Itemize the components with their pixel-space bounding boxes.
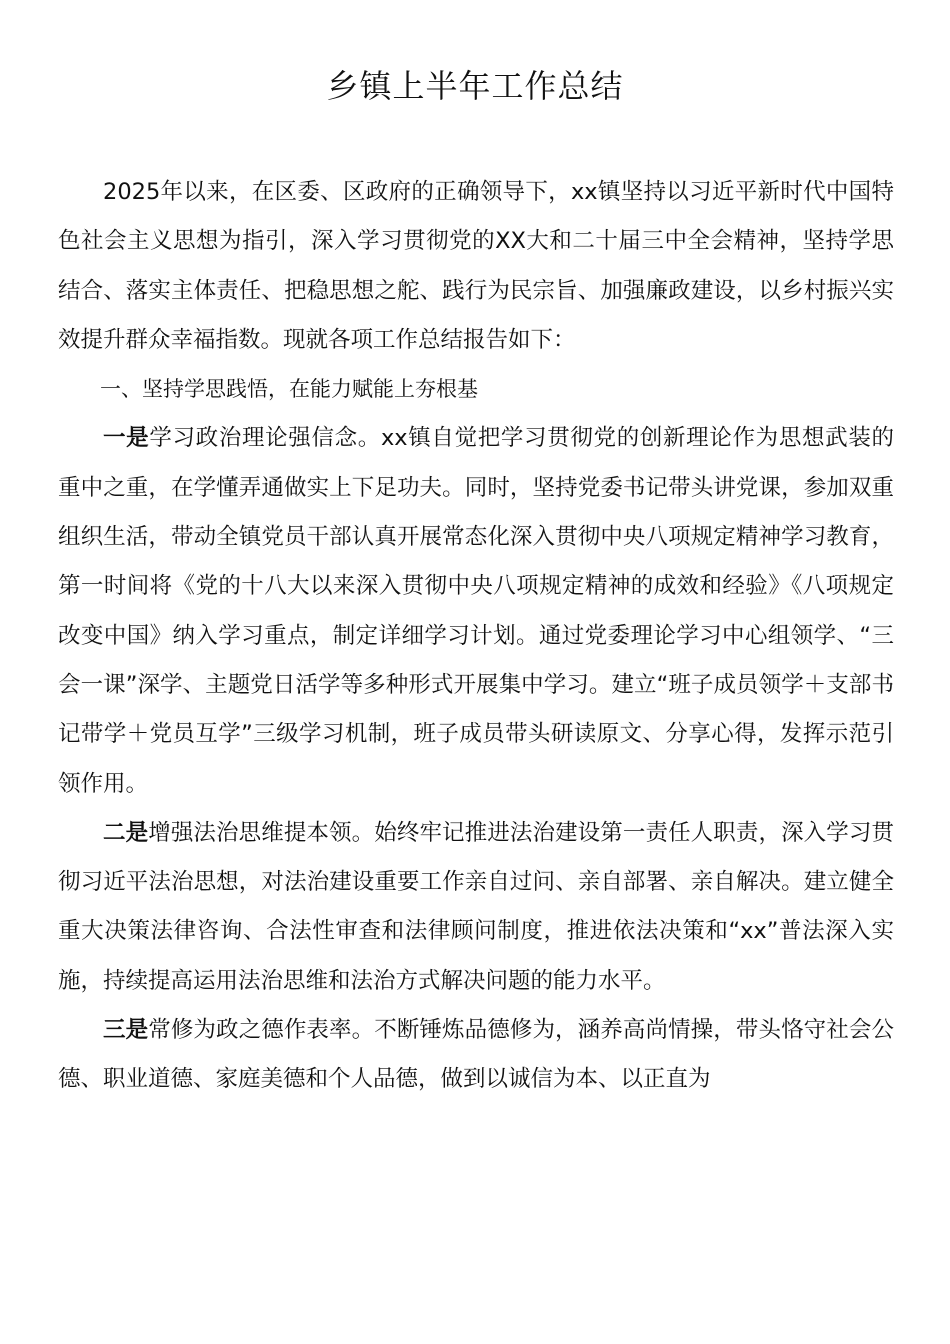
list-item (58, 1006, 894, 1105)
section-heading: 一、坚持学思践悟，在能力赋能上夯根基 (100, 377, 478, 402)
document-body (58, 168, 894, 1105)
item-text: 学习政治理论强信念。xx镇自觉把学习贯彻党的创新理论作为思想武装的重中之重，在学懂弄通做实上下足功夫。同时，坚持党委书记带头讲党课，参加双重组织生活，带动全镇党员干部认真开展常态化深入贯彻中央八项规定精神学习教育，第一时间将《党的十八大以来深入贯彻中央八项规定精神的成效和经验》《八项规定改变中国》纳入学习重点，制定详细学习计划。通过党委理论学习中心组领学、“三会一课”深学、主题党日活学等多种形式开展集中学习。建立“班子成员领学＋支部书记带学＋党员互学”三级学习机制，班子成员带头研读原文、分享心得，发挥示范引领作用。 (58, 425, 894, 797)
intro-paragraph: 2025年以来，在区委、区政府的正确领导下，xx镇坚持以习近平新时代中国特色社会主义思想为指引，深入学习贯彻党的XX大和二十届三中全会精神，坚持学思结合、落实主体责任、把稳思想之舵、践行为民宗旨、加强廉政建设，以乡村振兴实效提升群众幸福指数。现就各项工作总结报告如下： (58, 179, 894, 353)
item-text: 增强法治思维提本领。始终牢记推进法治建设第一责任人职责，深入学习贯彻习近平法治思想，对法治建设重要工作亲自过问、亲自部署、亲自解决。建立健全重大决策法律咨询、合法性审查和法律顾问制度，推进依法决策和“xx”普法深入实施，持续提高运用法治思维和法治方式解决问题的能力水平。 (58, 819, 894, 994)
list-item (58, 414, 894, 808)
item-lead: 三是 (103, 1017, 149, 1044)
list-item (58, 809, 894, 1006)
item-lead: 二是 (103, 819, 149, 846)
document-title: 乡镇上半年工作总结 (326, 67, 624, 105)
item-lead: 一是 (103, 425, 150, 452)
item-text: 常修为政之德作表率。不断锤炼品德修为，涵养高尚情操，带头恪守社会公德、职业道德、家庭美德和个人品德，做到以诚信为本、以正直为 (58, 1017, 894, 1093)
